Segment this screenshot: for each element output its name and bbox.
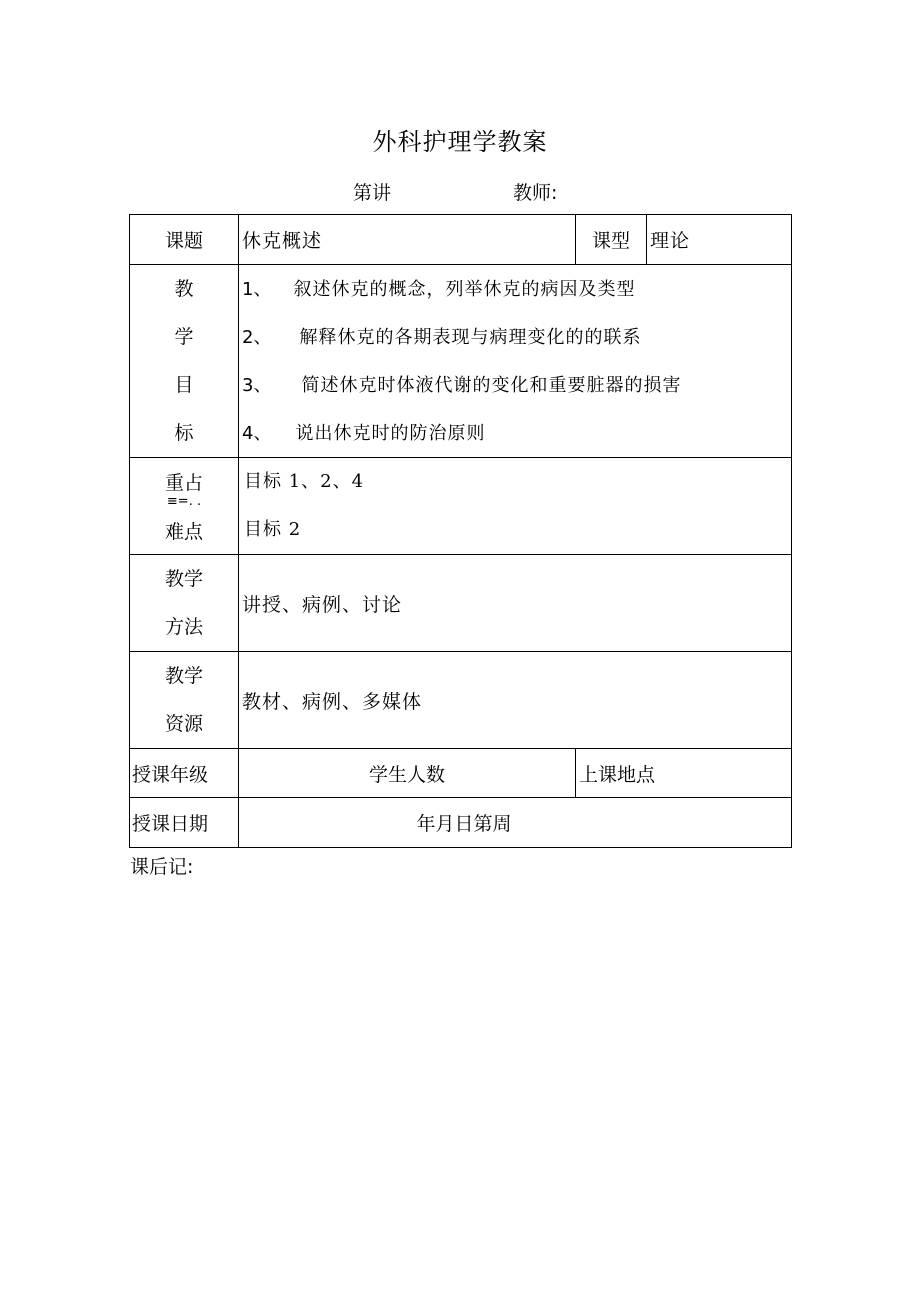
objective-item	[242, 313, 791, 361]
objectives-label-char: 目	[174, 374, 194, 396]
objective-text: 叙述休克的概念，列举休克的病因及类型	[293, 279, 636, 300]
resource-label	[130, 652, 239, 749]
method-label-line: 方法	[164, 616, 203, 638]
date-label: 授课日期	[130, 798, 239, 848]
topic-row	[130, 215, 792, 265]
key-difficult-values	[239, 458, 792, 555]
after-class-notes-label: 课后记:	[130, 856, 194, 878]
lesson-plan-table	[129, 214, 792, 848]
objective-text: 解释休克的各期表现与病理变化的的联系	[299, 327, 642, 348]
objectives-label	[130, 265, 239, 458]
resource-label-line: 资源	[164, 713, 203, 735]
method-label-line: 教学	[164, 568, 203, 590]
topic-label: 课题	[130, 215, 239, 265]
key-points-mark: ≡=. .	[166, 494, 202, 509]
type-label: 课型	[576, 215, 647, 265]
objectives-label-char: 教	[174, 278, 194, 300]
objective-number: 2、	[242, 327, 272, 348]
grade-row	[130, 749, 792, 798]
students-label: 学生人数	[239, 749, 576, 798]
resource-value: 教材、病例、多媒体	[239, 652, 792, 749]
grade-label: 授课年级	[130, 749, 239, 798]
objectives-label-char: 学	[174, 326, 194, 348]
objective-number: 1、	[242, 279, 272, 300]
objectives-list	[239, 265, 792, 458]
lecture-number-label: 第讲	[353, 182, 392, 204]
objective-number: 4、	[242, 423, 272, 444]
resource-row	[130, 652, 792, 749]
difficult-points-label: 难点	[164, 521, 203, 543]
type-value: 理论	[647, 215, 792, 265]
objective-item	[242, 265, 791, 313]
objective-text: 简述休克时体液代谢的变化和重要脏器的损害	[301, 375, 682, 396]
date-value: 年月日第周	[239, 798, 792, 848]
page-title: 外科护理学教案	[372, 128, 548, 156]
objectives-row	[130, 265, 792, 458]
difficult-points-value: 目标 2	[244, 519, 302, 540]
teacher-label: 教师:	[513, 182, 558, 204]
objective-item	[242, 361, 791, 409]
topic-value: 休克概述	[239, 215, 576, 265]
objectives-label-char: 标	[174, 422, 194, 444]
location-label: 上课地点	[576, 749, 792, 798]
method-value: 讲授、病例、讨论	[239, 555, 792, 652]
date-row	[130, 798, 792, 848]
key-difficult-label	[130, 458, 239, 555]
key-points-row	[130, 458, 792, 555]
objective-number: 3、	[242, 375, 272, 396]
objective-item	[242, 409, 791, 457]
objective-text: 说出休克时的防治原则	[295, 423, 486, 444]
method-label	[130, 555, 239, 652]
resource-label-line: 教学	[164, 665, 203, 687]
key-points-value: 目标 1、2、4	[244, 471, 365, 492]
method-row	[130, 555, 792, 652]
key-points-label: 重占	[164, 472, 203, 494]
